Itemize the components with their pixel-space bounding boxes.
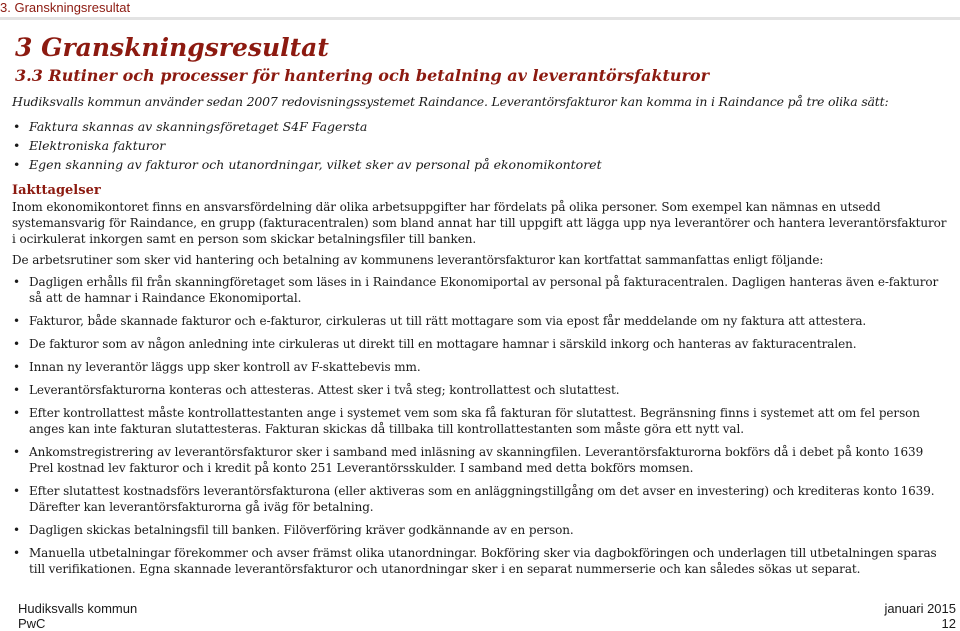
footer-organization: Hudiksvalls kommun (18, 601, 138, 616)
list-item: • Elektroniska fakturor (13, 138, 166, 153)
routines-paragraph: De arbetsrutiner som sker vid hantering och betalning av kommunens leverantörsfakturor kan kortfattat sammanfattas enligt följande: (12, 253, 824, 267)
list-item: • Leverantörsfakturorna konteras och attesteras. Attest sker i två steg; kontrollattest och slutattest. (13, 383, 620, 397)
bullet-icon: • (13, 406, 20, 420)
running-head: 3. Granskningsresultat (0, 0, 131, 15)
list-item: • Dagligen skickas betalningsfil till banken. Filöverföring kräver godkännande av en person. (13, 523, 574, 537)
bullet-icon: • (13, 484, 20, 498)
chapter-heading: 3 Granskningsresultat (15, 33, 329, 62)
section-heading: 3.3 Rutiner och processer för hantering och betalning av leverantörsfakturor (15, 66, 710, 85)
bullet-icon: • (13, 337, 20, 351)
bullet-icon: • (13, 275, 20, 289)
list-item: • Egen skanning av fakturor och utanordningar, vilket sker av personal på ekonomikontoret (13, 157, 602, 172)
bullet-icon: • (13, 119, 21, 134)
bullet-icon: • (13, 360, 20, 374)
footer-firm: PwC (18, 616, 46, 631)
footer-date: januari 2015 (884, 601, 956, 616)
list-item: • De fakturor som av någon anledning inte cirkuleras ut direkt till en mottagare hamnar i särskild inkorg och hanteras av fakturacentralen. (13, 337, 857, 351)
bullet-icon: • (13, 157, 21, 172)
list-item: • Efter slutattest kostnadsförs leverantörsfakturona (eller aktiveras som en anläggningstillgång om det avser en investering) och krediteras konto 1639. Därefter kan leverantörsfakturorna gå iväg för betalning. (13, 484, 935, 514)
list-item: • Dagligen erhålls fil från skanningföretaget som läses in i Raindance Ekonomiportal av personal på fakturacentralen. Dagligen hanteras även e-fakturor så att de hamnar i Raindance Ekonomiportal. (13, 275, 939, 305)
document-body (12, 94, 948, 584)
bullet-icon: • (13, 138, 21, 153)
list-item: • Manuella utbetalningar förekommer och avser främst olika utanordningar. Bokföring sker via dagbokföringen och underlagen till utbetalningen sparas till verifikationen. Egna skannade leverantörsfakturor och utanordningar sker i en separat nummerserie och kan således sökas ut separat. (13, 546, 937, 576)
list-item: • Fakturor, både skannade fakturor och e-fakturor, cirkuleras ut till rätt mottagare som via epost får meddelande om ny faktura att attestera. (13, 314, 867, 328)
list-item: • Efter kontrollattest måste kontrollattestanten ange i systemet vem som ska få fakturan för slutattest. Begränsning finns i systemet att om fel person anges kan inte fakturan slutattesteras. Fakturan skickas då tillbaka till kontrollattestanten som måste göra ett nytt val. (13, 406, 920, 436)
bullet-icon: • (13, 445, 20, 459)
list-item: • Innan ny leverantör läggs upp sker kontroll av F-skattebevis mm. (13, 360, 421, 374)
footer-left (18, 601, 137, 631)
list-item: • Ankomstregistrering av leverantörsfakturor sker i samband med inläsning av skanningfilen. Leverantörsfakturorna bokförs då i debet på konto 1639 Prel kostnad lev fakturor och i kredit på konto 251 Leverantörsskulder. I samband med detta bokförs momsen. (13, 445, 924, 475)
footer-right (884, 601, 956, 631)
invoice-channels-list (12, 119, 948, 173)
bullet-icon: • (13, 383, 20, 397)
observations-heading: Iakttagelser (12, 183, 101, 198)
bullet-icon: • (13, 523, 20, 537)
page-number: 12 (941, 616, 956, 631)
intro-paragraph: Hudiksvalls kommun använder sedan 2007 redovisningssystemet Raindance. Leverantörsfakturor kan komma in i Raindance på tre olika sätt: (12, 94, 889, 109)
bullet-icon: • (13, 546, 20, 560)
bullet-icon: • (13, 314, 20, 328)
header-divider (0, 17, 960, 20)
routines-list (12, 274, 948, 577)
observations-paragraph: Inom ekonomikontoret finns en ansvarsfördelning där olika arbetsuppgifter har fördelats på olika personer. Som exempel kan nämnas en utsedd systemansvarig för Raindance, en grupp (fakturacentralen) som bland annat har till uppgift att lägga upp nya leverantörer och hantera leverantörsfakturor i ocirkulerat inkorgen samt en person som skickar betalningsfiler till banken. (12, 200, 947, 246)
list-item: • Faktura skannas av skanningsföretaget S4F Fagersta (13, 119, 368, 134)
